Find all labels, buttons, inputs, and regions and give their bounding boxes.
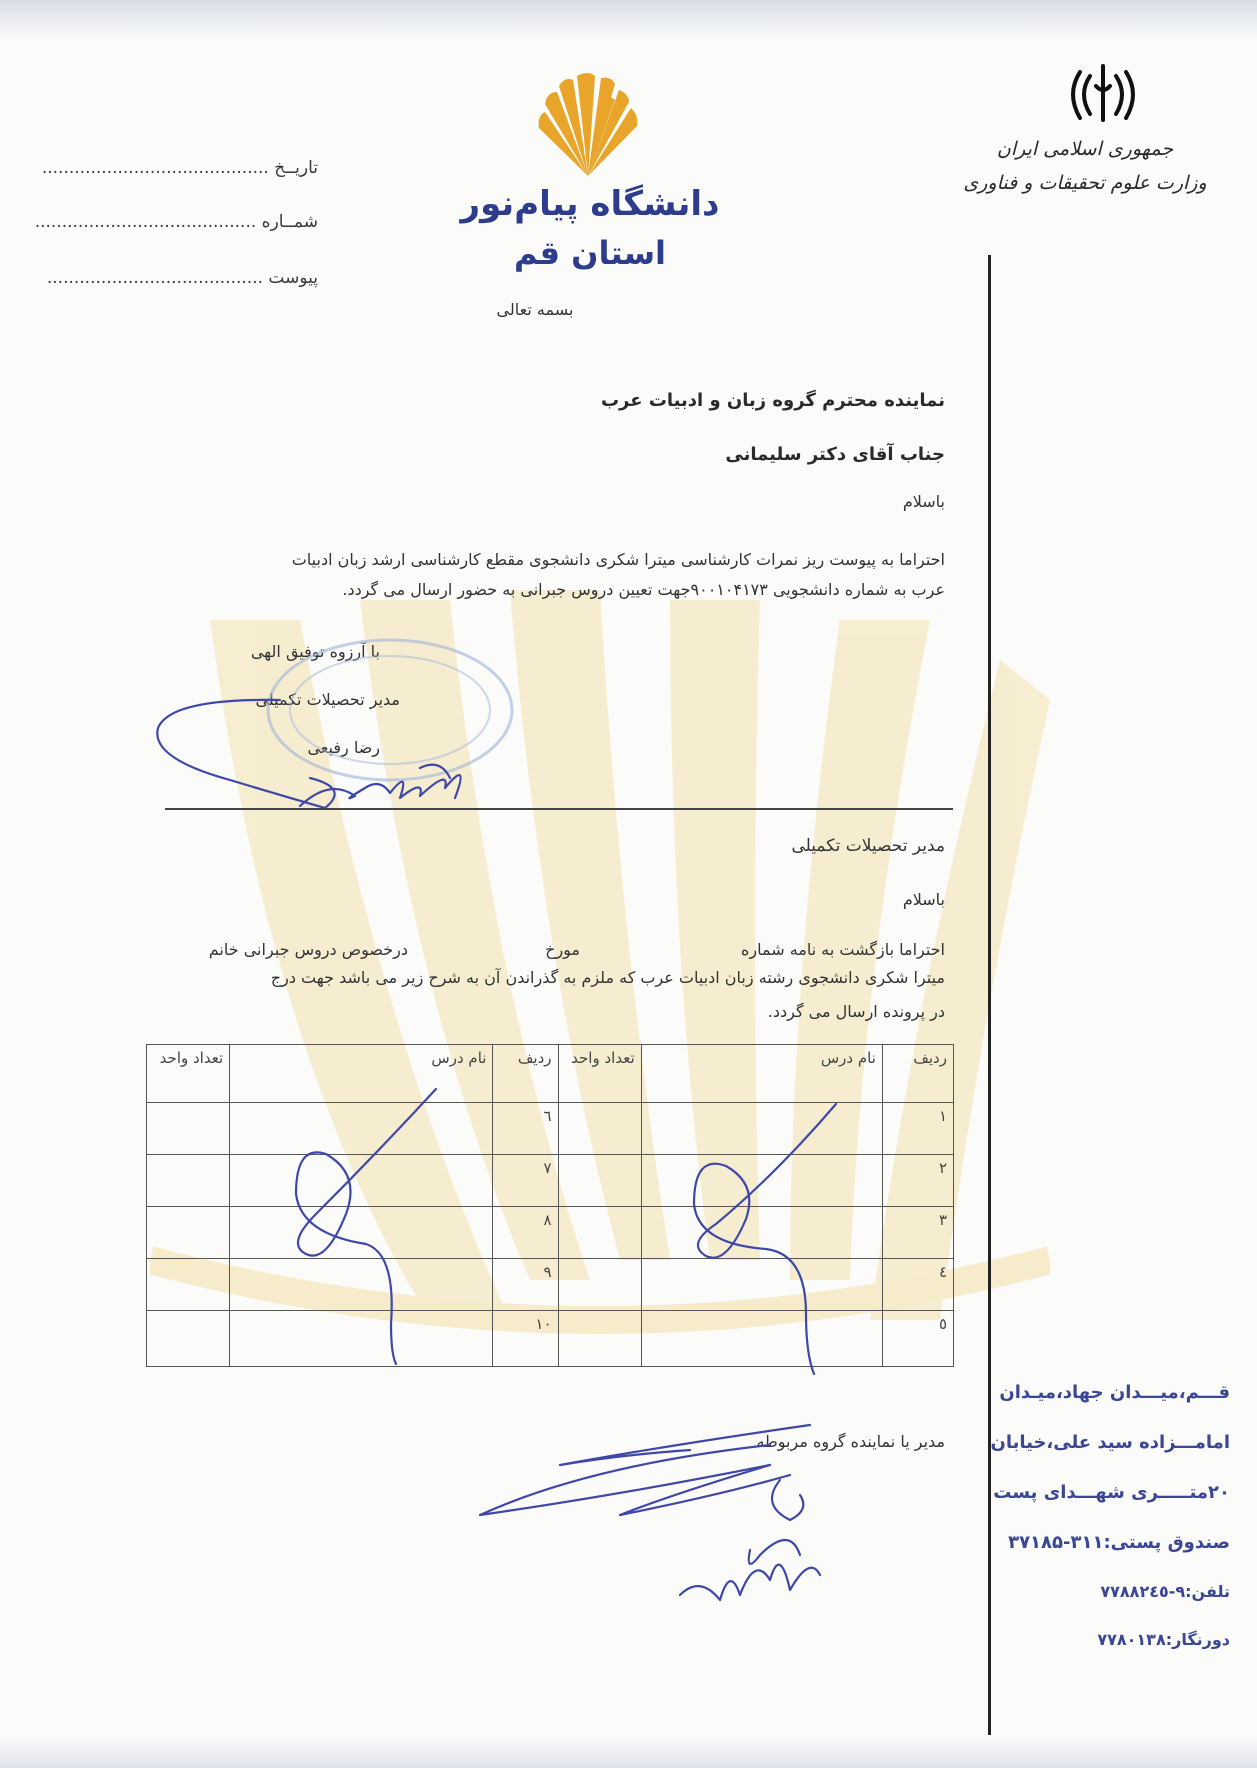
scan-top-edge: [0, 0, 1257, 40]
letter2-line3: در پرونده ارسال می گردد.: [767, 1002, 945, 1021]
letter1-signer-title: مدیر تحصیلات تکمیلی: [255, 690, 400, 709]
header-units-left: تعداد واحد: [147, 1045, 230, 1103]
row-number: ۱۰: [493, 1311, 558, 1367]
ministry-line2: وزارت علوم تحقیقات و فناوری: [963, 172, 1207, 194]
ministry-line1: جمهوری اسلامی ایران: [996, 138, 1174, 160]
date-field: تاریــخ ..........................................: [41, 158, 318, 178]
header-row-number-right: ردیف: [882, 1045, 953, 1103]
letter1-closing: با آرزوه توفیق الهی: [250, 642, 380, 661]
department-signature-label: مدیر یا نماینده گروه مربوطه: [756, 1432, 945, 1451]
invocation: بسمه تعالی: [496, 300, 574, 319]
table-strike-marks: [146, 1044, 954, 1384]
stamp-and-signature-1: [150, 628, 520, 818]
row-number: ٥: [882, 1311, 953, 1367]
address-line2: امامـــزاده سید علی،خیابان: [990, 1432, 1230, 1453]
row-number: ۷: [493, 1155, 558, 1207]
header-row-number-left: ردیف: [493, 1045, 558, 1103]
row-number: ۸: [493, 1207, 558, 1259]
university-name: دانشگاه پیام‌نور: [460, 184, 720, 224]
letter2-line1-subject: درخصوص دروس جبرانی خانم: [208, 940, 408, 959]
po-box: صندوق پستی:۳۱۱-۳۷۱۸۵: [1008, 1532, 1230, 1553]
letter2-line2: میترا شکری دانشجوی رشته زبان ادبیات عرب که ملزم به گذراندن آن به شرح زیر می باشد جهت درج: [270, 968, 945, 987]
department-signature: [470, 1405, 900, 1625]
address-line1: قـــم،میـــدان جهاد،میـدان: [999, 1382, 1230, 1403]
letter1-addressee-name: جناب آقای دکتر سلیمانی: [725, 444, 945, 465]
number-field: شمــاره .........................................: [34, 212, 318, 232]
letter2-line1-ref: احتراما بازگشت به نامه شماره: [740, 940, 945, 959]
letter1-greeting: باسلام: [902, 492, 945, 511]
fax-number: دورنگار:۷۷۸۰۱۳۸: [1097, 1630, 1230, 1649]
letter1-signer-name: رضا رفیعی: [307, 738, 380, 757]
row-number: ۲: [882, 1155, 953, 1207]
header-course-name-left: نام درس: [230, 1045, 493, 1103]
payame-noor-logo-icon: [533, 72, 643, 180]
letter1-body-line2: عرب به شماره دانشجویی ۹۰۰۱۰۴۱۷۳جهت تعیین دروس جبرانی به حضور ارسال می گردد.: [342, 580, 945, 599]
iran-emblem-icon: [1068, 62, 1138, 124]
scan-bottom-edge: [0, 1738, 1257, 1768]
row-number: ۱: [882, 1103, 953, 1155]
header-course-name-right: نام درس: [641, 1045, 882, 1103]
letter2-addressee: مدیر تحصیلات تکمیلی: [791, 836, 945, 856]
letter1-addressee: نماینده محترم گروه زبان و ادبیات عرب: [600, 390, 945, 411]
row-number: ٦: [493, 1103, 558, 1155]
letter1-body-line1: احتراما به پیوست ریز نمرات کارشناسی میترا شکری دانشجوی مقطع کارشناسی ارشد زبان ادبیات: [291, 550, 945, 569]
letter2-line1-date: مورخ: [545, 940, 580, 959]
header-units-right: تعداد واحد: [558, 1045, 641, 1103]
row-number: ٤: [882, 1259, 953, 1311]
letter2-greeting: باسلام: [902, 890, 945, 909]
province-name: استان قم: [513, 234, 666, 272]
attachment-field: پیوست ........................................: [46, 268, 318, 288]
phone-number: تلفن:۹-۷۷۸۸۲٤٥: [1100, 1582, 1230, 1601]
margin-divider: [988, 255, 991, 1735]
address-line3: ۲۰متـــــری شهـــدای پست: [993, 1482, 1230, 1503]
row-number: ۳: [882, 1207, 953, 1259]
section-separator: [165, 808, 953, 810]
row-number: ۹: [493, 1259, 558, 1311]
